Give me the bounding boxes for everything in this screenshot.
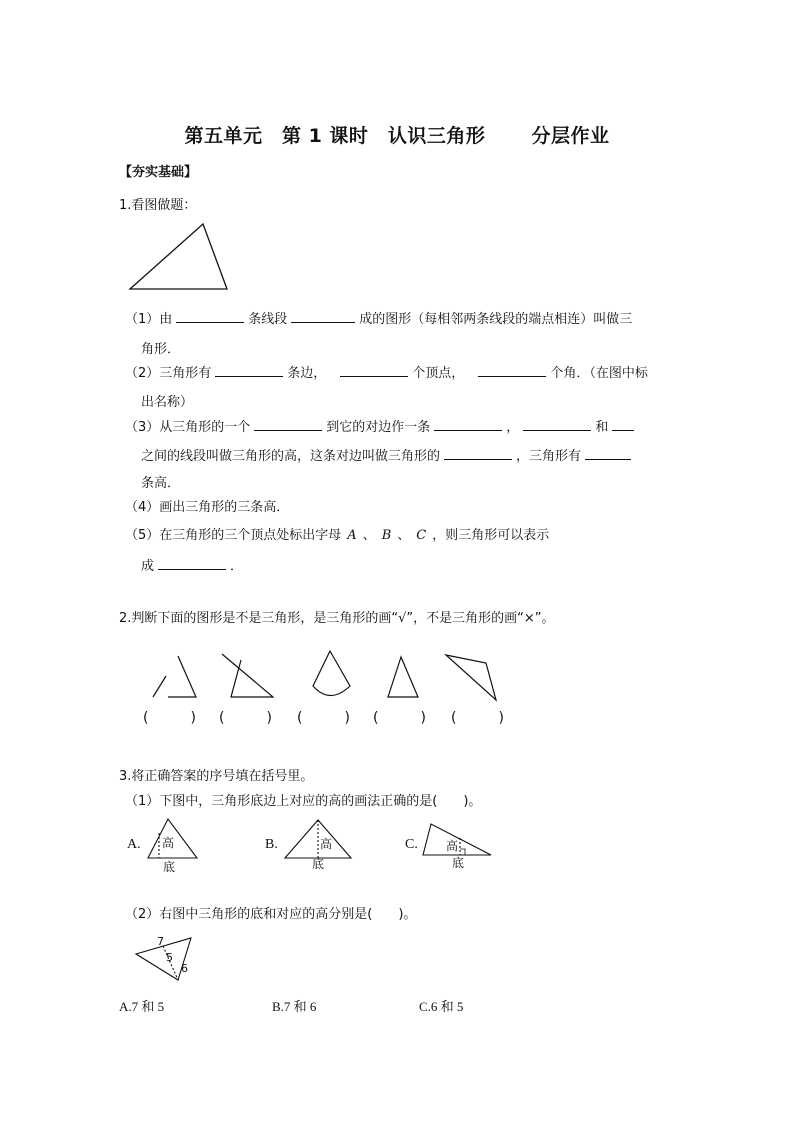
option-label-b: B. [265,837,278,852]
figure-b-di: 底 [312,857,325,871]
q3-sub-1: （1）下图中，三角形底边上对应的高的画法正确的是( )。 [125,794,482,809]
option-label-a: A. [127,837,141,852]
q1-item-2: （2）三角形有 条边， 个顶点， 个角．（在图中标 [125,366,648,381]
blank[interactable] [444,447,512,460]
answer-paren-1[interactable]: ( ) [143,710,196,726]
answer-paren-2[interactable]: ( ) [219,710,272,726]
q2-heading: 2.判断下面的图形是不是三角形，是三角形的画“√”，不是三角形的画“×”。 [119,611,555,626]
figure-a-gao: 高 [162,836,175,850]
figure-c-di: 底 [452,856,465,870]
q3-sub-2: （2）右图中三角形的底和对应的高分别是( )。 [125,907,417,922]
blank[interactable] [478,364,546,377]
q1-item-2-cont: 出名称） [141,395,194,410]
q1-triangle [130,224,227,289]
blank[interactable] [523,418,591,431]
figure-b-gao: 高 [320,837,333,851]
q3-heading: 3.将正确答案的序号填在括号里。 [119,769,314,784]
answer-paren-4[interactable]: ( ) [373,710,426,726]
q2-figure-1-open-side [168,656,196,697]
blank[interactable] [434,418,502,431]
q1-item-3-cont: 之间的线段叫做三角形的高，这条对边叫做三角形的 ，三角形有 [141,445,635,464]
q3-triangle [136,938,191,980]
q1-item-5-cont: 成 ． [141,559,244,574]
q3-height-line [163,946,178,980]
page-title: 第五单元 第 1 课时 认识三角形 分层作业 [184,125,610,147]
blank[interactable] [215,364,283,377]
blank[interactable] [291,310,355,323]
q1-item-3: （3）从三角形的一个 到它的对边作一条 ， 和 [125,418,638,437]
blank[interactable] [612,418,634,431]
figure-c-triangle [423,824,491,855]
answer-paren-5[interactable]: ( ) [451,710,504,726]
figure-c-right-angle [460,849,465,855]
figure-b-triangle [285,820,351,858]
q1-item-1: （1）由 条线段 成的图形（每相邻两条线段的端点相连）叫做三 [125,312,633,327]
letter-a: A [347,528,357,543]
option-b[interactable]: B.7 和 6 [272,999,317,1014]
q2-figure-1-open-side [153,676,166,697]
blank[interactable] [176,310,244,323]
q2-figure-5-triangle [446,655,496,700]
q2-figure-3-curved [313,651,350,696]
letter-c: C [416,528,427,543]
figure-a-di: 底 [163,860,176,874]
q1-item-5: （5）在三角形的三个顶点处标出字母 A 、 B 、 C ，则三角形可以表示 [125,528,550,543]
option-label-c: C. [405,837,418,852]
blank[interactable] [158,557,226,570]
q2-figure-2-crossed [222,654,273,697]
figure-c-gao: 高 [446,839,459,853]
q2-figure-4-triangle [388,657,418,697]
option-c[interactable]: C.6 和 5 [419,999,464,1014]
blank[interactable] [254,418,322,431]
q1-item-3-cont2: 条高． [141,476,181,491]
num-5: 5 [166,951,173,964]
answer-paren-3[interactable]: ( ) [297,710,350,726]
num-7: 7 [157,935,164,948]
section-heading: 【夯实基础】 [119,165,198,180]
letter-b: B [381,528,392,543]
q1-item-1-cont: 角形． [141,342,181,357]
blank[interactable] [585,447,631,460]
blank[interactable] [340,364,408,377]
q1-item-4: （4）画出三角形的三条高． [125,500,290,515]
num-6: 6 [181,962,188,975]
figure-a-triangle [148,819,197,858]
q1-heading: 1.看图做题： [119,198,197,213]
option-a[interactable]: A.7 和 5 [119,999,165,1014]
